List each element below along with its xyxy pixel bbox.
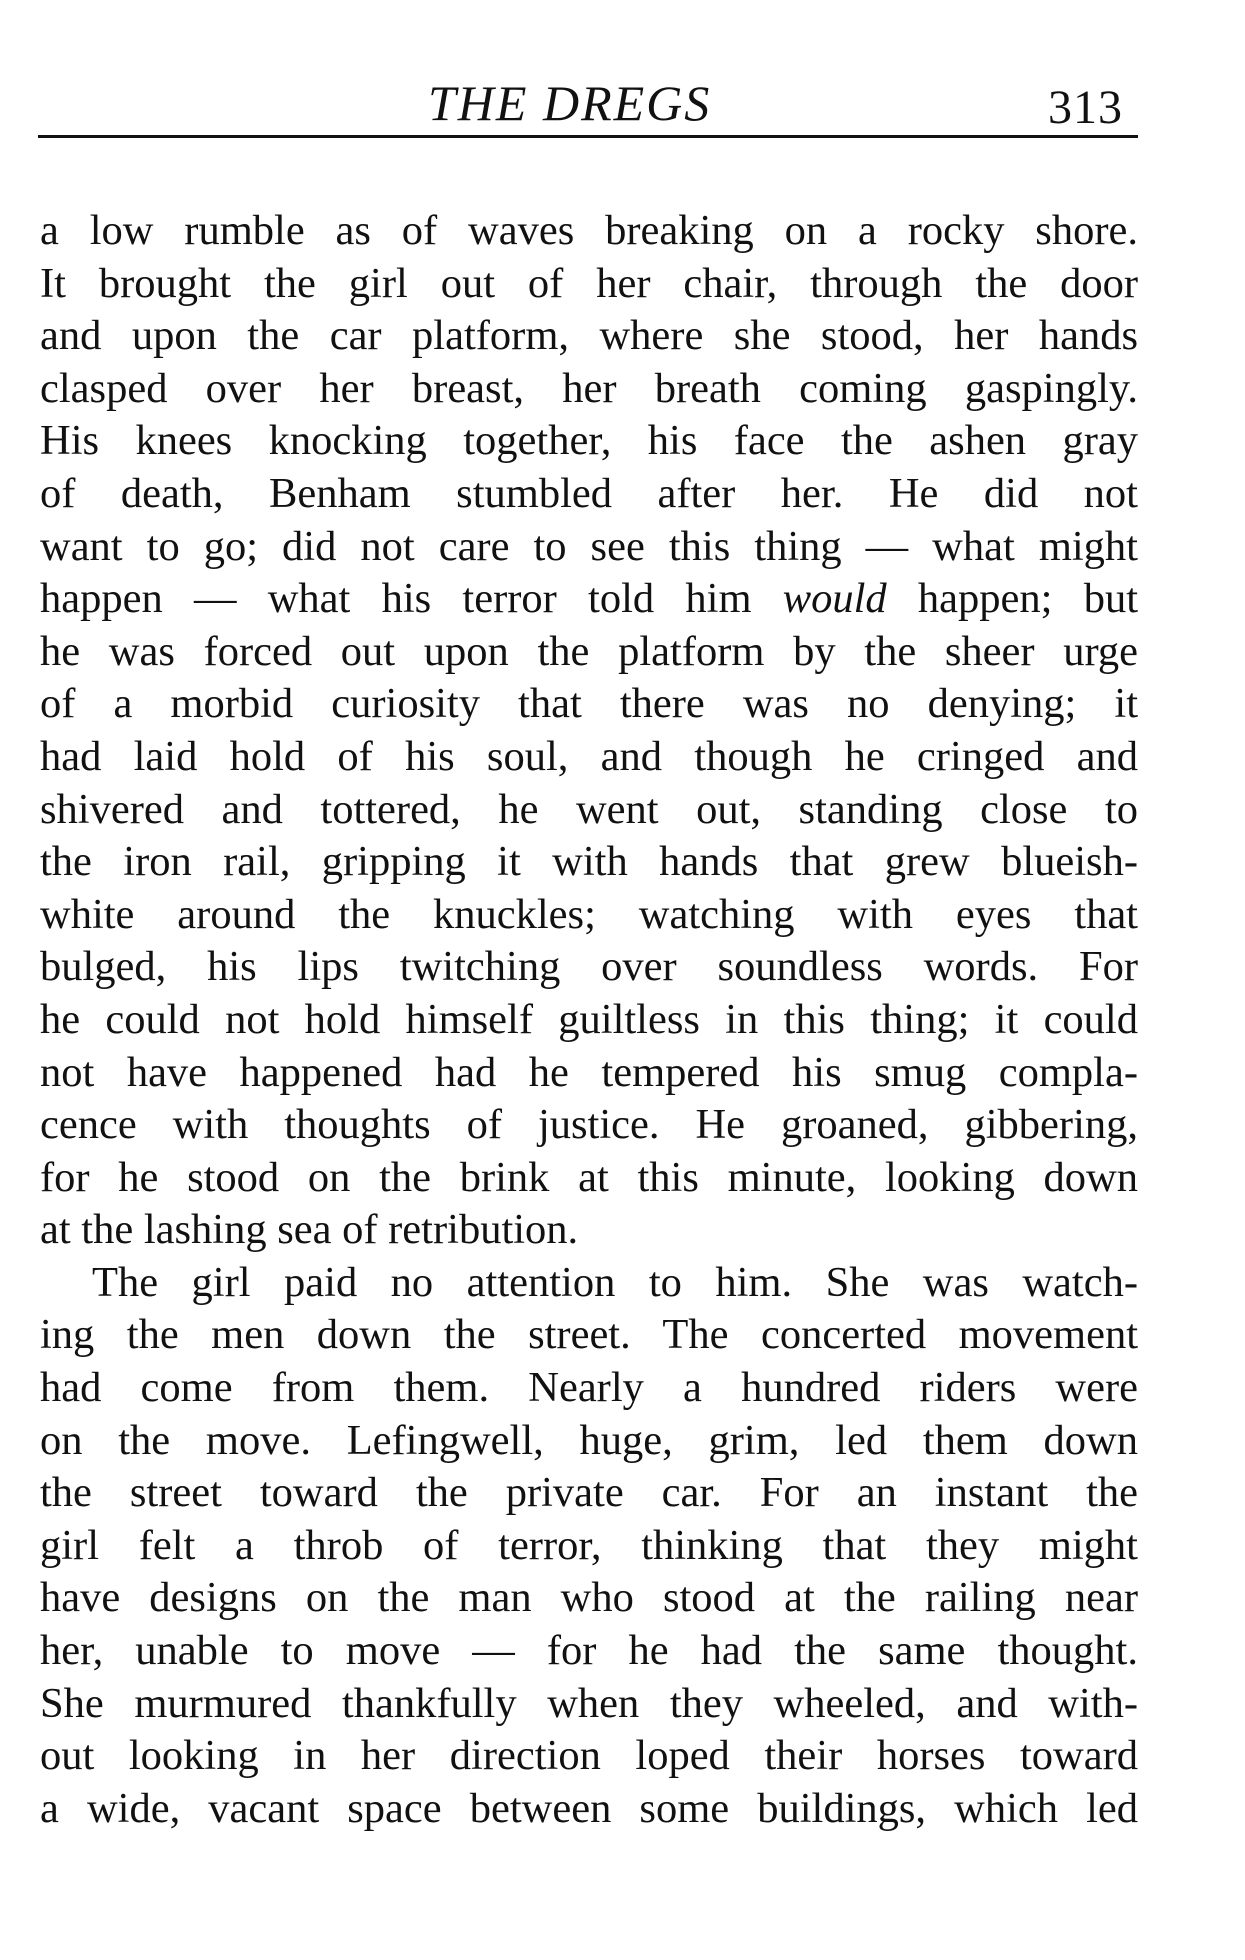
text-line: a wide, vacant space between some buildings, which led [40,1784,1138,1832]
text-line: not have happened had he tempered his smug compla- [40,1048,1138,1096]
text-line: the street toward the private car. For an instant the [40,1469,1138,1517]
text-line: had laid hold of his soul, and though he cringed and [40,732,1138,780]
text-line: of death, Benham stumbled after her. He did not [40,469,1138,517]
text-line: ing the men down the street. The concerted movement [40,1311,1138,1359]
text-line: cence with thoughts of justice. He groaned, gibbering, [40,1101,1138,1149]
text-line: for he stood on the brink at this minute, looking down [40,1153,1138,1201]
text-line: She murmured thankfully when they wheeled, and with- [40,1679,1138,1727]
text-line: out looking in her direction loped their horses toward [40,1732,1138,1780]
running-head [38,62,1138,142]
text-line: on the move. Lefingwell, huge, grim, led them down [40,1416,1138,1464]
body-text [40,205,1138,1835]
running-title: THE DREGS [428,75,712,131]
text-line: happen — what his terror told him would happen; but [40,575,1139,623]
text-line: he could not hold himself guiltless in this thing; it could [40,995,1138,1043]
page-number: 313 [1048,81,1123,134]
emphasis: would [782,575,887,623]
paragraph-1 [40,205,1138,1257]
text-line: girl felt a throb of terror, thinking that they might [40,1521,1138,1569]
text-line: shivered and tottered, he went out, standing close to [40,785,1138,833]
text-line: want to go; did not care to see this thing — what might [40,522,1138,570]
text-line: bulged, his lips twitching over soundless words. For [40,943,1138,991]
paragraph-2 [40,1257,1138,1836]
text-line: her, unable to move — for he had the same thought. [40,1627,1138,1675]
text-line: he was forced out upon the platform by the sheer urge [40,627,1138,675]
text-line: His knees knocking together, his face the ashen gray [40,417,1138,465]
text-line: clasped over her breast, her breath coming gaspingly. [40,364,1138,412]
text-line: of a morbid curiosity that there was no denying; it [40,680,1138,728]
text-line: white around the knuckles; watching with eyes that [40,890,1138,938]
text-line: The girl paid no attention to him. She was watch- [92,1258,1138,1306]
text-line: a low rumble as of waves breaking on a rocky shore. [40,207,1138,254]
text-line: the iron rail, gripping it with hands that grew blueish- [40,838,1138,886]
text-line: had come from them. Nearly a hundred riders were [40,1364,1138,1412]
text-line: and upon the car platform, where she stood, her hands [40,312,1138,360]
text-line: have designs on the man who stood at the railing near [40,1574,1138,1622]
text-line: It brought the girl out of her chair, through the door [40,259,1138,307]
text-line: at the lashing sea of retribution. [40,1206,579,1254]
header-rule [38,135,1138,138]
